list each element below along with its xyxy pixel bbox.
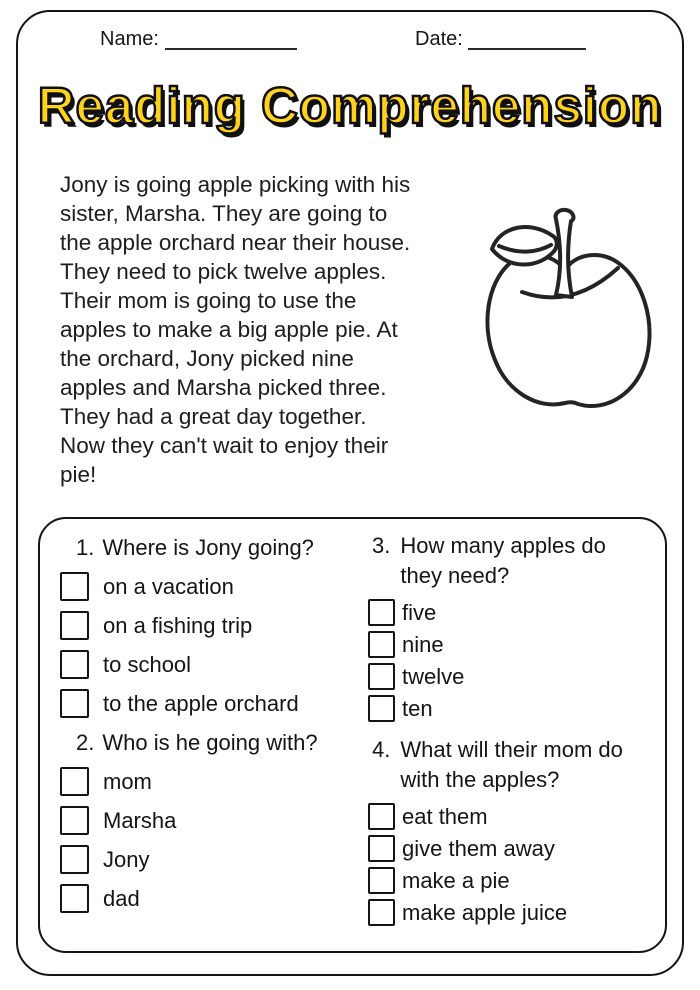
story-line: They need to pick twelve apples. (60, 259, 387, 284)
question-text: Where is Jony going? (102, 535, 314, 560)
answer-checkbox[interactable] (368, 695, 395, 722)
answer-option (368, 835, 663, 862)
story-line: apples and Marsha picked three. (60, 375, 387, 400)
date-input-line[interactable] (468, 48, 586, 50)
answer-option (60, 767, 363, 796)
answer-option (60, 572, 363, 601)
answer-option-label: dad (103, 885, 140, 911)
question-number: 2. (76, 730, 95, 755)
answer-option-label: make a pie (402, 867, 510, 893)
answer-option (60, 611, 363, 640)
answer-option (368, 695, 663, 722)
answer-option-label: eat them (402, 803, 488, 829)
date-label: Date: (415, 28, 463, 50)
answer-option-label: five (402, 599, 437, 625)
answer-option-label: to the apple orchard (103, 690, 299, 716)
answer-option (368, 663, 663, 690)
answer-checkbox[interactable] (368, 803, 395, 830)
story-line: They had a great day together. (60, 404, 367, 429)
answer-checkbox[interactable] (60, 806, 89, 835)
answer-option (368, 803, 663, 830)
answer-option-label: on a vacation (103, 573, 234, 599)
apple-illustration (468, 198, 668, 410)
question-text: Who is he going with? (102, 730, 318, 755)
answer-option-label: Jony (103, 846, 150, 872)
answer-option-label: mom (103, 768, 152, 794)
answer-option-label: to school (103, 651, 192, 677)
answer-option-label: give them away (402, 835, 555, 861)
story-line: apples to make a big apple pie. At (60, 317, 398, 342)
answer-option (368, 599, 663, 626)
questions-box (38, 517, 667, 953)
question-number: 3. (372, 533, 391, 558)
answer-checkbox[interactable] (368, 835, 395, 862)
answer-option-label: make apple juice (402, 899, 568, 925)
answer-option (60, 650, 363, 679)
answer-checkbox[interactable] (60, 650, 89, 679)
answer-option-label: twelve (402, 663, 465, 689)
answer-checkbox[interactable] (368, 599, 395, 626)
answer-checkbox[interactable] (60, 611, 89, 640)
question-text: What will their mom do with the apples? (400, 737, 623, 792)
answer-option-label: on a fishing trip (103, 612, 253, 638)
answer-checkbox[interactable] (368, 867, 395, 894)
answer-option-label: nine (402, 631, 444, 657)
answer-option (60, 806, 363, 835)
story-line: sister, Marsha. They are going to (60, 201, 388, 226)
answer-option-label: Marsha (103, 807, 177, 833)
apple-stem (556, 210, 574, 297)
answer-option (368, 631, 663, 658)
answer-checkbox[interactable] (368, 663, 395, 690)
story-line: pie! (60, 462, 97, 487)
answer-option-label: ten (402, 695, 433, 721)
questions-right-column (368, 531, 663, 931)
question-number: 1. (76, 535, 95, 560)
page-title: Reading Comprehension (37, 77, 663, 134)
story-paragraph (60, 170, 490, 489)
story-line: the orchard, Jony picked nine (60, 346, 354, 371)
answer-option (60, 845, 363, 874)
answer-checkbox[interactable] (60, 767, 89, 796)
question-4-header (372, 735, 663, 795)
answer-checkbox[interactable] (60, 845, 89, 874)
story-line: the apple orchard near their house. (60, 230, 411, 255)
answer-checkbox[interactable] (60, 572, 89, 601)
answer-option (368, 899, 663, 926)
story-line: Their mom is going to use the (60, 288, 357, 313)
story-line: Jony is going apple picking with his (60, 172, 411, 197)
question-number: 4. (372, 737, 391, 762)
answer-checkbox[interactable] (60, 884, 89, 913)
answer-checkbox[interactable] (368, 899, 395, 926)
question-2-header (76, 728, 363, 758)
name-input-line[interactable] (165, 48, 297, 50)
questions-left-column (58, 531, 363, 923)
question-text: How many apples do they need? (400, 533, 606, 588)
answer-option (368, 867, 663, 894)
story-line: Now they can't wait to enjoy their (60, 433, 389, 458)
answer-checkbox[interactable] (60, 689, 89, 718)
question-1-header (76, 533, 363, 563)
answer-checkbox[interactable] (368, 631, 395, 658)
answer-option (60, 884, 363, 913)
answer-option (60, 689, 363, 718)
name-label: Name: (100, 28, 159, 50)
question-3-header (372, 531, 663, 591)
